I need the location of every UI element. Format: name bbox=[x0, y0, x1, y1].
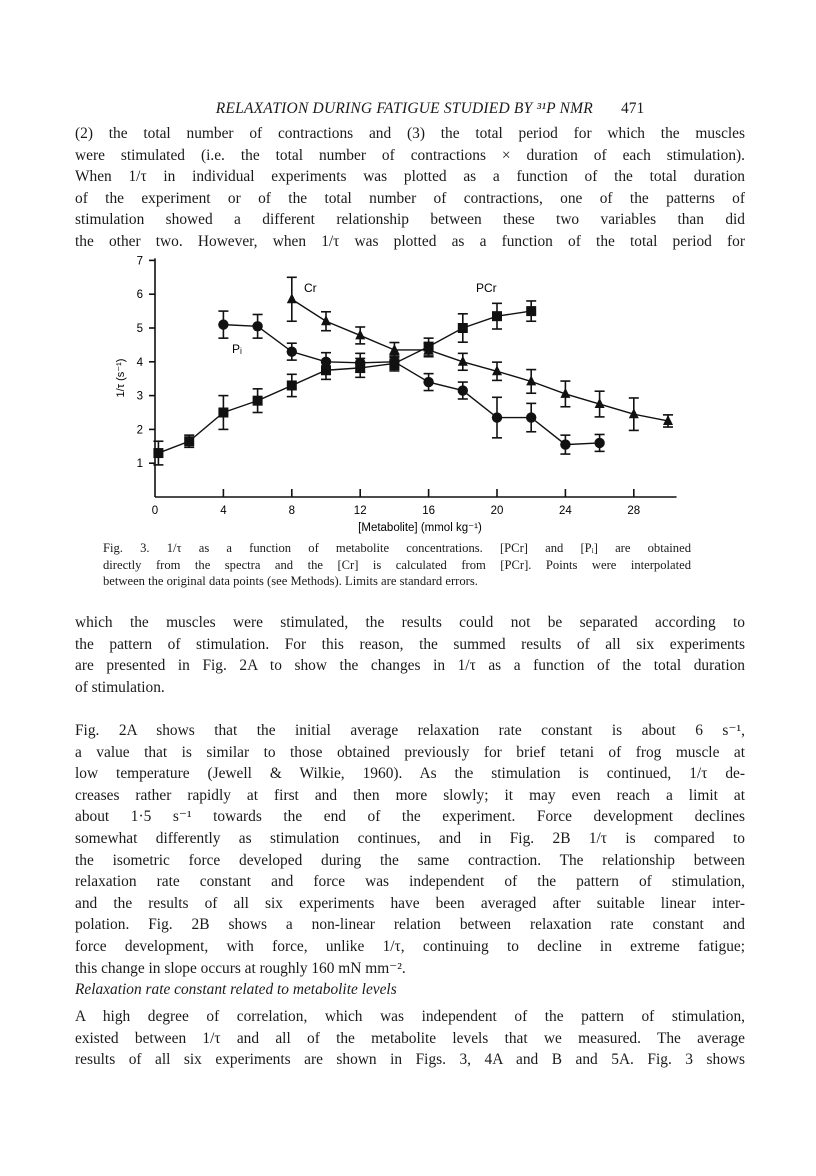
figure-3-chart bbox=[0, 0, 816, 540]
data-point bbox=[287, 380, 297, 390]
data-point bbox=[287, 346, 297, 356]
running-title: RELAXATION DURING FATIGUE STUDIED BY ³¹P NMR bbox=[215, 100, 593, 117]
x-axis-label: [Metabolite] (mmol kg⁻¹) bbox=[358, 522, 482, 534]
y-tick-label: 2 bbox=[136, 424, 143, 437]
page-number: 471 bbox=[620, 100, 645, 117]
paragraph-3 bbox=[75, 720, 745, 979]
y-axis-label: 1/τ (s⁻¹) bbox=[115, 358, 127, 398]
text-line: and the results of all six experiments have been averaged after suitable linear inter- bbox=[75, 894, 745, 912]
series-triangle bbox=[287, 277, 673, 430]
data-point bbox=[560, 439, 570, 449]
text-line: about 1·5 s⁻¹ towards the end of the experiment. Force development declines bbox=[75, 808, 745, 826]
series-line bbox=[223, 325, 599, 445]
text-line: existed between 1/τ and all of the metabolite levels that we measured. The average bbox=[75, 1029, 745, 1047]
text-line: (2) the total number of contractions and (3) the total period for which the muscles bbox=[75, 125, 745, 142]
data-point bbox=[218, 408, 228, 418]
text-line: a value that is similar to those obtained previously for brief tetani of frog muscle at bbox=[75, 743, 745, 761]
data-point bbox=[458, 323, 468, 333]
paragraph-2 bbox=[75, 612, 745, 698]
text-line: which the muscles were stimulated, the results could not be separated according to bbox=[75, 614, 745, 631]
text-line: low temperature (Jewell & Wilkie, 1960). As the stimulation is continued, 1/τ de- bbox=[75, 765, 745, 783]
data-point bbox=[594, 438, 604, 448]
text-line: creases rather rapidly at first and then more slowly; it may even reach a limit at bbox=[75, 786, 745, 804]
text-line: force development, with force, unlike 1/τ, continuing to decline in extreme fatigue; bbox=[75, 937, 745, 955]
series-circle bbox=[218, 311, 605, 454]
series-line bbox=[158, 311, 531, 453]
data-point bbox=[253, 396, 263, 406]
y-tick-label: 7 bbox=[136, 255, 143, 268]
data-point bbox=[321, 357, 331, 367]
series-line bbox=[292, 299, 668, 421]
data-point bbox=[287, 293, 297, 303]
y-tick-label: 1 bbox=[136, 458, 143, 471]
data-point bbox=[492, 412, 502, 422]
text-line: of stimulation. bbox=[75, 678, 165, 696]
text-line: When 1/τ in individual experiments was plotted as a function of the total duration bbox=[75, 168, 745, 186]
x-tick-label: 0 bbox=[151, 505, 159, 517]
data-point bbox=[492, 311, 502, 321]
caption-line: Fig. 3. 1/τ as a function of metabolite concentrations. [PCr] and [Pᵢ] are obtained bbox=[103, 541, 691, 555]
data-point bbox=[526, 412, 536, 422]
data-point bbox=[458, 385, 468, 395]
text-line: somewhat differently as stimulation continues, and in Fig. 2B 1/τ is compared to bbox=[75, 829, 745, 847]
data-point bbox=[355, 358, 365, 368]
text-line: stimulation showed a different relationship between these two variables than did bbox=[75, 211, 745, 229]
text-line: this change in slope occurs at roughly 160 mN mm⁻². bbox=[75, 959, 406, 977]
text-line: the other two. However, when 1/τ was plotted as a function of the total period for bbox=[75, 232, 745, 250]
x-tick-label: 12 bbox=[353, 505, 367, 517]
text-line: the pattern of stimulation. For this reason, the summed results of all six experiments bbox=[75, 635, 745, 653]
text-line: relaxation rate constant and force was independent of the pattern of stimulation, bbox=[75, 873, 745, 891]
paragraph-4 bbox=[75, 1006, 745, 1071]
data-point bbox=[218, 319, 228, 329]
text-line: results of all six experiments are shown in Figs. 3, 4A and B and 5A. Fig. 3 shows bbox=[75, 1051, 745, 1069]
x-tick-label: 28 bbox=[627, 505, 641, 517]
x-tick-label: 24 bbox=[559, 505, 572, 517]
x-tick-label: 8 bbox=[288, 505, 296, 517]
text-line: A high degree of correlation, which was independent of the pattern of stimulation, bbox=[75, 1008, 745, 1025]
text-line: of the experiment or of the total number of contractions, one of the patterns of bbox=[75, 189, 745, 207]
series-label-cr: Cr bbox=[304, 281, 317, 295]
x-tick-label: 4 bbox=[220, 505, 227, 517]
text-line: Fig. 2A shows that the initial average relaxation rate constant is about 6 s⁻¹, bbox=[75, 722, 745, 739]
series-label-pcr: PCr bbox=[476, 281, 497, 295]
data-point bbox=[184, 436, 194, 446]
figure-caption bbox=[103, 540, 691, 590]
caption-line: directly from the spectra and the [Cr] is calculated from [PCr]. Points were interpolated bbox=[103, 557, 691, 572]
y-tick-label: 4 bbox=[136, 356, 143, 369]
data-point bbox=[153, 448, 163, 458]
series-label-pi: Pᵢ bbox=[232, 342, 242, 356]
text-line: are presented in Fig. 2A to show the changes in 1/τ as a function of the total duration bbox=[75, 657, 745, 675]
text-line: were stimulated (i.e. the total number of contractions × duration of each stimulation). bbox=[75, 146, 745, 164]
text-line: polation. Fig. 2B shows a non-linear relation between relaxation rate constant and bbox=[75, 916, 745, 934]
data-point bbox=[252, 321, 262, 331]
data-point bbox=[321, 315, 331, 325]
x-tick-label: 20 bbox=[490, 505, 504, 517]
caption-line: between the original data points (see Methods). Limits are standard errors. bbox=[103, 574, 478, 588]
data-point bbox=[423, 377, 433, 387]
y-tick-label: 5 bbox=[136, 323, 143, 335]
x-tick-label: 16 bbox=[422, 505, 435, 517]
text-line: the isometric force developed during the same contraction. The relationship between bbox=[75, 851, 745, 869]
section-heading: Relaxation rate constant related to metabolite levels bbox=[75, 981, 397, 998]
series-square bbox=[153, 301, 536, 465]
data-point bbox=[526, 306, 536, 316]
y-tick-label: 6 bbox=[136, 289, 143, 302]
y-tick-label: 3 bbox=[136, 390, 143, 403]
